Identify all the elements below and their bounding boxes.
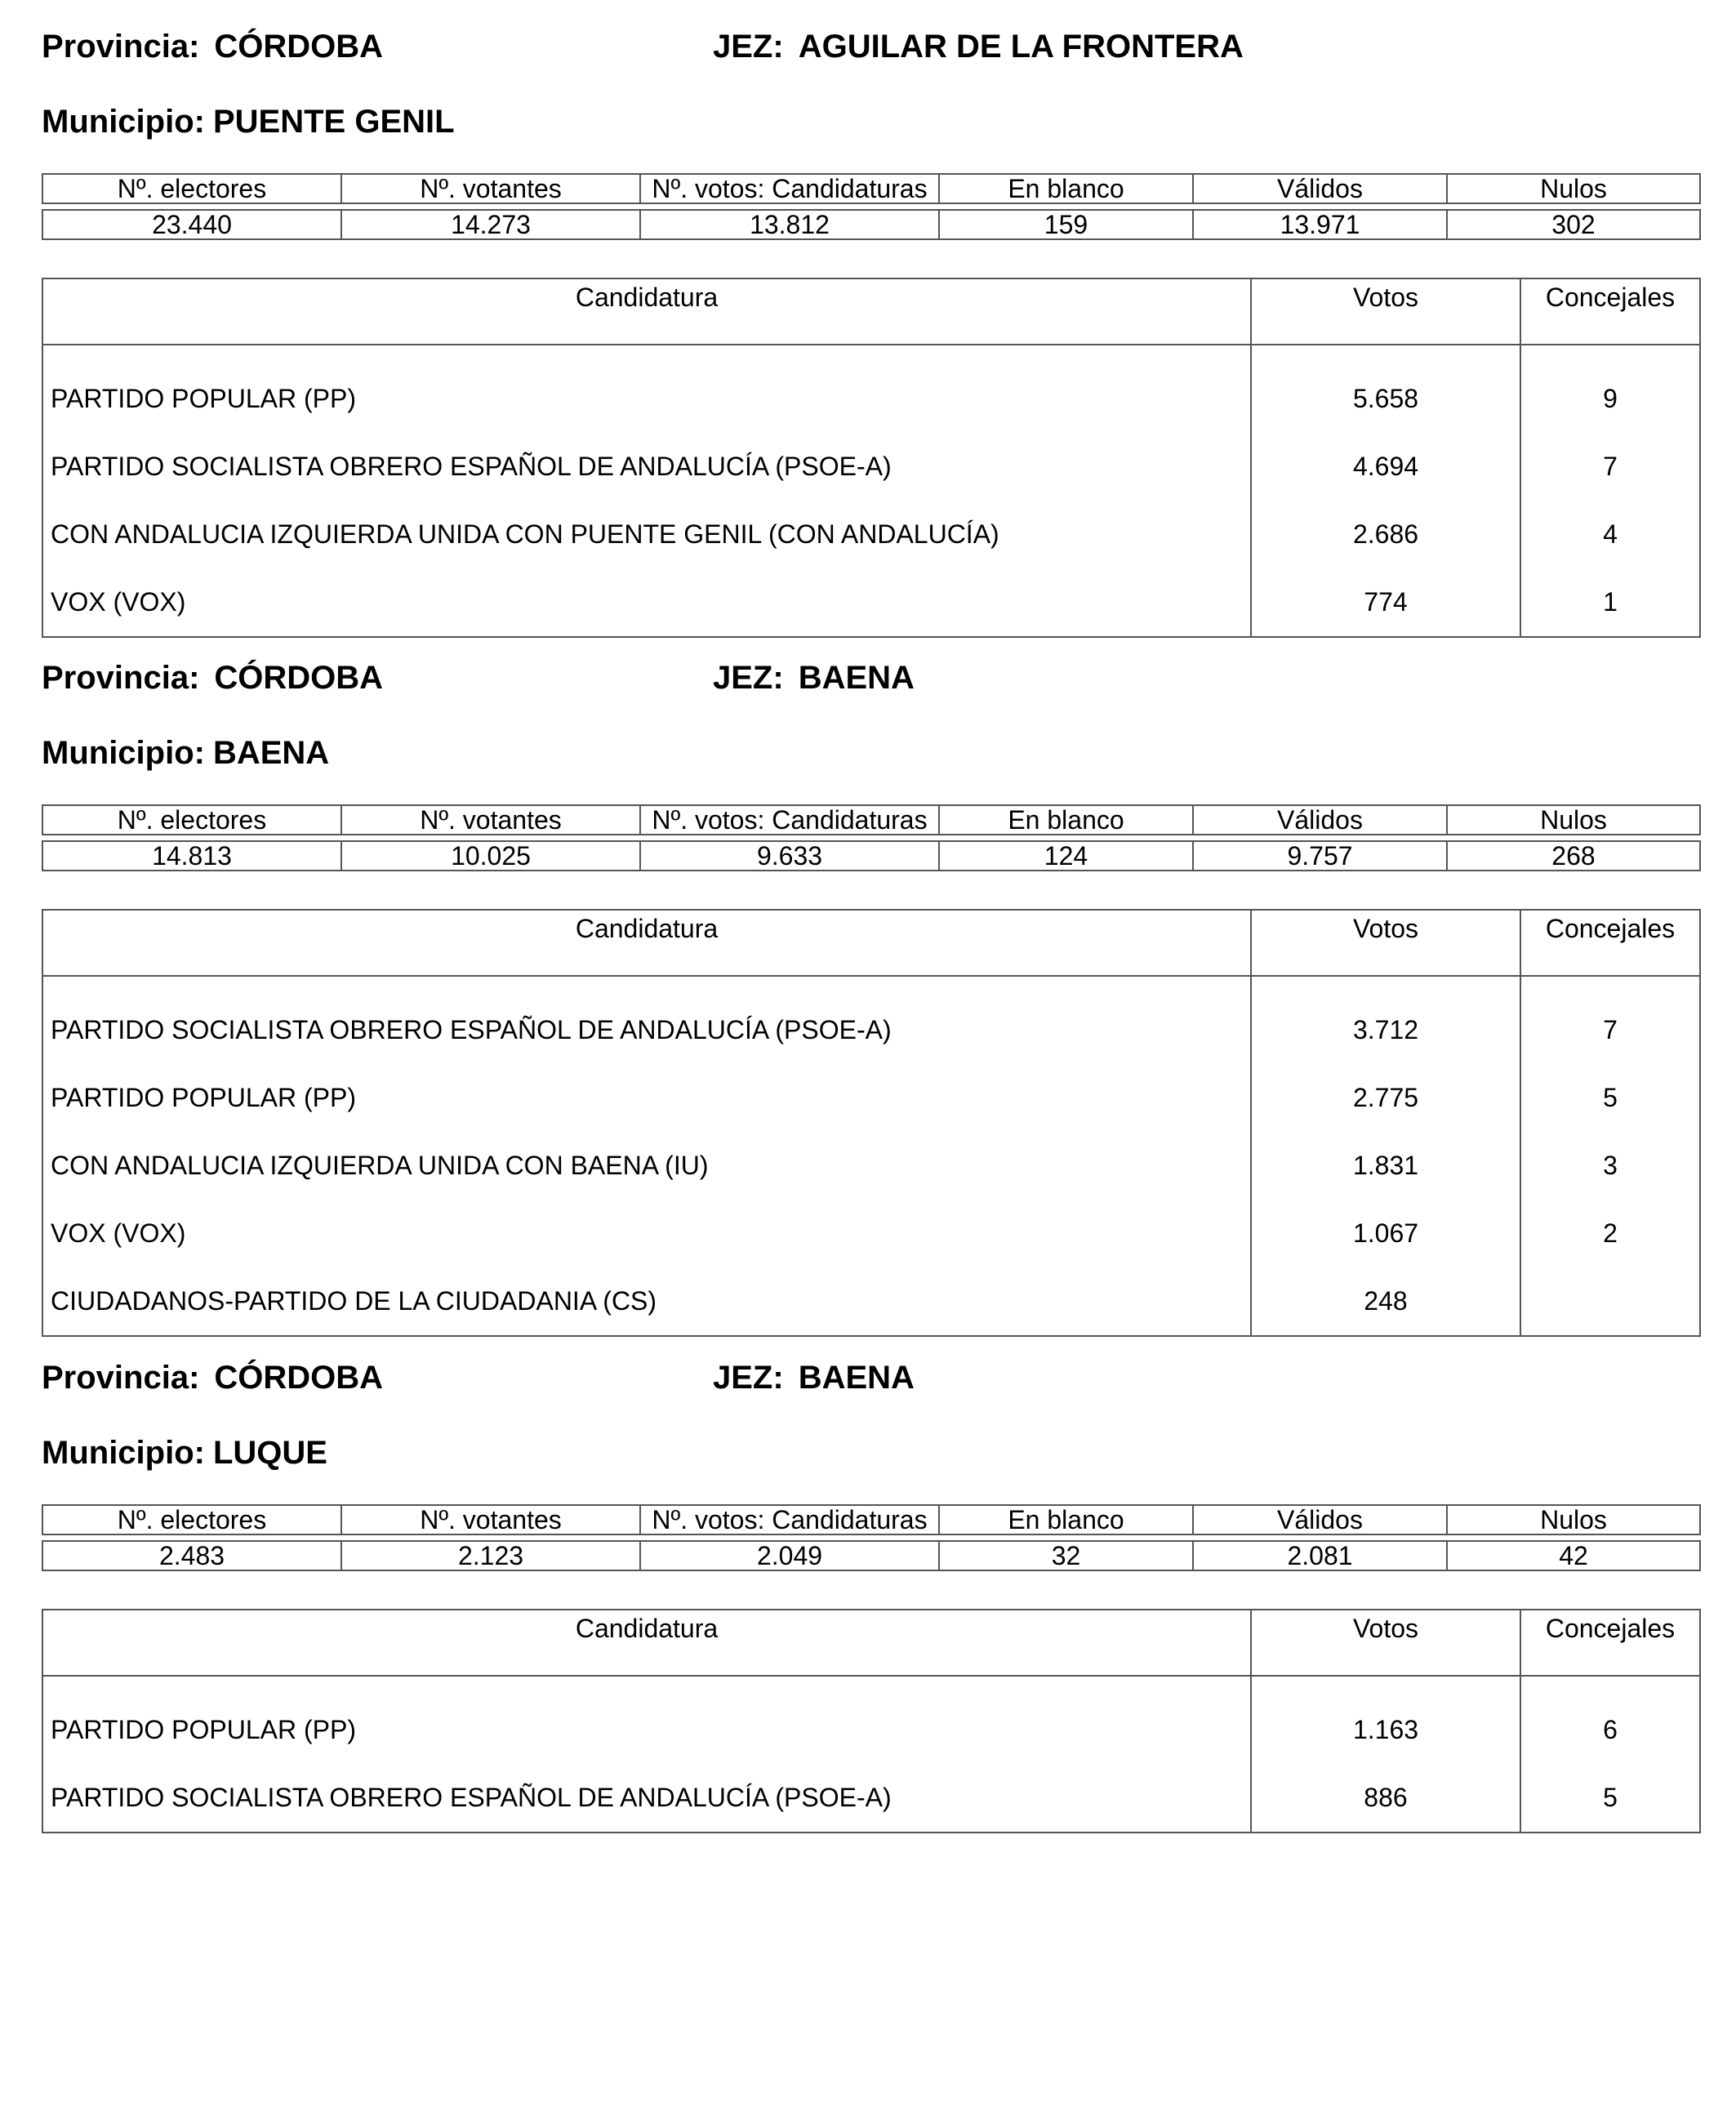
municipio-heading [42, 102, 455, 141]
candidatura-name: VOX (VOX) [42, 568, 1251, 637]
municipio-label: Municipio: [42, 104, 205, 140]
provincia-heading [42, 1358, 383, 1397]
candidaturas-table [42, 909, 1701, 1337]
jez-label: JEZ: [713, 1360, 784, 1396]
table-row [42, 1064, 1700, 1132]
stats-header-row [42, 1505, 1700, 1534]
jez-heading [713, 1358, 915, 1397]
concejales-value: 7 [1520, 433, 1700, 501]
jez-heading [713, 27, 1244, 66]
stats-value-cell: 2.483 [42, 1541, 341, 1570]
concejales-value: 7 [1520, 996, 1700, 1064]
stats-value-cell: 42 [1447, 1541, 1700, 1570]
candidatura-name: VOX (VOX) [42, 1200, 1251, 1267]
votos-value: 886 [1251, 1764, 1520, 1833]
candidatura-name: PARTIDO POPULAR (PP) [42, 1696, 1251, 1764]
votos-value: 4.694 [1251, 433, 1520, 501]
candidatura-name: PARTIDO SOCIALISTA OBRERO ESPAÑOL DE ANDALUCÍA (PSOE-A) [42, 433, 1251, 501]
candidatura-name: CON ANDALUCIA IZQUIERDA UNIDA CON BAENA (IU) [42, 1132, 1251, 1200]
provincia-value: CÓRDOBA [214, 1360, 384, 1396]
provincia-heading [42, 658, 383, 697]
candidaturas-table [42, 1609, 1701, 1833]
candidatura-header: Candidatura [42, 1610, 1251, 1676]
provincia-label: Provincia: [42, 29, 200, 65]
stats-header-cell: Nº. votos: Candidaturas [640, 174, 939, 203]
stats-header-cell: En blanco [939, 805, 1193, 835]
votos-value: 774 [1251, 568, 1520, 637]
table-row [42, 1696, 1700, 1764]
stats-value-cell: 2.081 [1193, 1541, 1447, 1570]
votos-value: 2.775 [1251, 1064, 1520, 1132]
stats-header-cell: Válidos [1193, 174, 1447, 203]
stats-header-cell: Válidos [1193, 1505, 1447, 1534]
stats-value-cell: 10.025 [341, 841, 640, 871]
table-row [42, 501, 1700, 568]
municipio-value: PUENTE GENIL [212, 104, 455, 140]
jez-value: AGUILAR DE LA FRONTERA [798, 29, 1244, 65]
stats-value-cell: 124 [939, 841, 1193, 871]
stats-value-row [42, 1541, 1700, 1570]
stats-header-cell: Nulos [1447, 805, 1700, 835]
municipio-label: Municipio: [42, 1435, 205, 1471]
stats-header-cell: Nº. votos: Candidaturas [640, 1505, 939, 1534]
stats-header-cell: Válidos [1193, 805, 1447, 835]
stats-header-row [42, 805, 1700, 835]
municipio-value: LUQUE [212, 1435, 327, 1471]
votos-value: 1.163 [1251, 1696, 1520, 1764]
summary-stats-table [42, 1504, 1701, 1571]
jez-value: BAENA [798, 660, 915, 696]
stats-value-cell: 14.813 [42, 841, 341, 871]
stats-header-cell: En blanco [939, 1505, 1193, 1534]
stats-header-cell: Nº. electores [42, 1505, 341, 1534]
municipio-value: BAENA [212, 735, 330, 771]
stats-value-cell: 14.273 [341, 210, 640, 239]
votos-value: 2.686 [1251, 501, 1520, 568]
stats-value-cell: 302 [1447, 210, 1700, 239]
concejales-header: Concejales [1520, 278, 1700, 345]
candidaturas-header-row [42, 278, 1700, 345]
stats-header-cell: En blanco [939, 174, 1193, 203]
concejales-value: 6 [1520, 1696, 1700, 1764]
candidatura-header: Candidatura [42, 278, 1251, 345]
concejales-value [1520, 1267, 1700, 1336]
table-row [42, 1764, 1700, 1833]
table-row [42, 1267, 1700, 1336]
municipio-heading [42, 733, 329, 773]
stats-header-cell: Nº. votantes [341, 1505, 640, 1534]
jez-label: JEZ: [713, 660, 784, 696]
concejales-value: 5 [1520, 1064, 1700, 1132]
votos-value: 1.067 [1251, 1200, 1520, 1267]
stats-header-cell: Nº. electores [42, 805, 341, 835]
stats-header-cell: Nulos [1447, 1505, 1700, 1534]
votos-value: 3.712 [1251, 996, 1520, 1064]
stats-value-cell: 9.633 [640, 841, 939, 871]
provincia-value: CÓRDOBA [214, 660, 384, 696]
provincia-label: Provincia: [42, 660, 200, 696]
candidatura-name: PARTIDO POPULAR (PP) [42, 1064, 1251, 1132]
candidatura-name: PARTIDO SOCIALISTA OBRERO ESPAÑOL DE ANDALUCÍA (PSOE-A) [42, 996, 1251, 1064]
provincia-heading [42, 27, 383, 66]
table-row [42, 568, 1700, 637]
candidatura-name: CIUDADANOS-PARTIDO DE LA CIUDADANIA (CS) [42, 1267, 1251, 1336]
jez-heading [713, 658, 915, 697]
stats-value-cell: 32 [939, 1541, 1193, 1570]
votos-value: 248 [1251, 1267, 1520, 1336]
table-row [42, 1132, 1700, 1200]
stats-value-row [42, 210, 1700, 239]
table-row [42, 1200, 1700, 1267]
votos-header: Votos [1251, 278, 1520, 345]
provincia-label: Provincia: [42, 1360, 200, 1396]
municipio-heading [42, 1433, 327, 1472]
concejales-value: 5 [1520, 1764, 1700, 1833]
concejales-value: 4 [1520, 501, 1700, 568]
table-row [42, 996, 1700, 1064]
stats-value-cell: 13.812 [640, 210, 939, 239]
stats-value-cell: 268 [1447, 841, 1700, 871]
concejales-value: 9 [1520, 365, 1700, 433]
stats-value-cell: 159 [939, 210, 1193, 239]
votos-value: 1.831 [1251, 1132, 1520, 1200]
candidatura-name: CON ANDALUCIA IZQUIERDA UNIDA CON PUENTE GENIL (CON ANDALUCÍA) [42, 501, 1251, 568]
table-row [42, 365, 1700, 433]
stats-header-cell: Nº. electores [42, 174, 341, 203]
concejales-value: 2 [1520, 1200, 1700, 1267]
candidatura-header: Candidatura [42, 910, 1251, 976]
candidaturas-table [42, 278, 1701, 638]
candidatura-name: PARTIDO SOCIALISTA OBRERO ESPAÑOL DE ANDALUCÍA (PSOE-A) [42, 1764, 1251, 1833]
candidaturas-header-row [42, 910, 1700, 976]
summary-stats-table [42, 804, 1701, 871]
stats-header-cell: Nº. votantes [341, 805, 640, 835]
municipio-label: Municipio: [42, 735, 205, 771]
votos-value: 5.658 [1251, 365, 1520, 433]
stats-header-cell: Nº. votos: Candidaturas [640, 805, 939, 835]
stats-value-cell: 9.757 [1193, 841, 1447, 871]
table-row [42, 433, 1700, 501]
stats-value-cell: 2.123 [341, 1541, 640, 1570]
stats-value-row [42, 841, 1700, 871]
stats-header-cell: Nº. votantes [341, 174, 640, 203]
jez-label: JEZ: [713, 29, 784, 65]
votos-header: Votos [1251, 910, 1520, 976]
jez-value: BAENA [798, 1360, 915, 1396]
concejales-value: 3 [1520, 1132, 1700, 1200]
stats-header-cell: Nulos [1447, 174, 1700, 203]
votos-header: Votos [1251, 1610, 1520, 1676]
stats-header-row [42, 174, 1700, 203]
stats-value-cell: 23.440 [42, 210, 341, 239]
stats-value-cell: 13.971 [1193, 210, 1447, 239]
concejales-header: Concejales [1520, 910, 1700, 976]
concejales-value: 1 [1520, 568, 1700, 637]
summary-stats-table [42, 173, 1701, 240]
provincia-value: CÓRDOBA [214, 29, 384, 65]
concejales-header: Concejales [1520, 1610, 1700, 1676]
stats-value-cell: 2.049 [640, 1541, 939, 1570]
candidatura-name: PARTIDO POPULAR (PP) [42, 365, 1251, 433]
candidaturas-header-row [42, 1610, 1700, 1676]
